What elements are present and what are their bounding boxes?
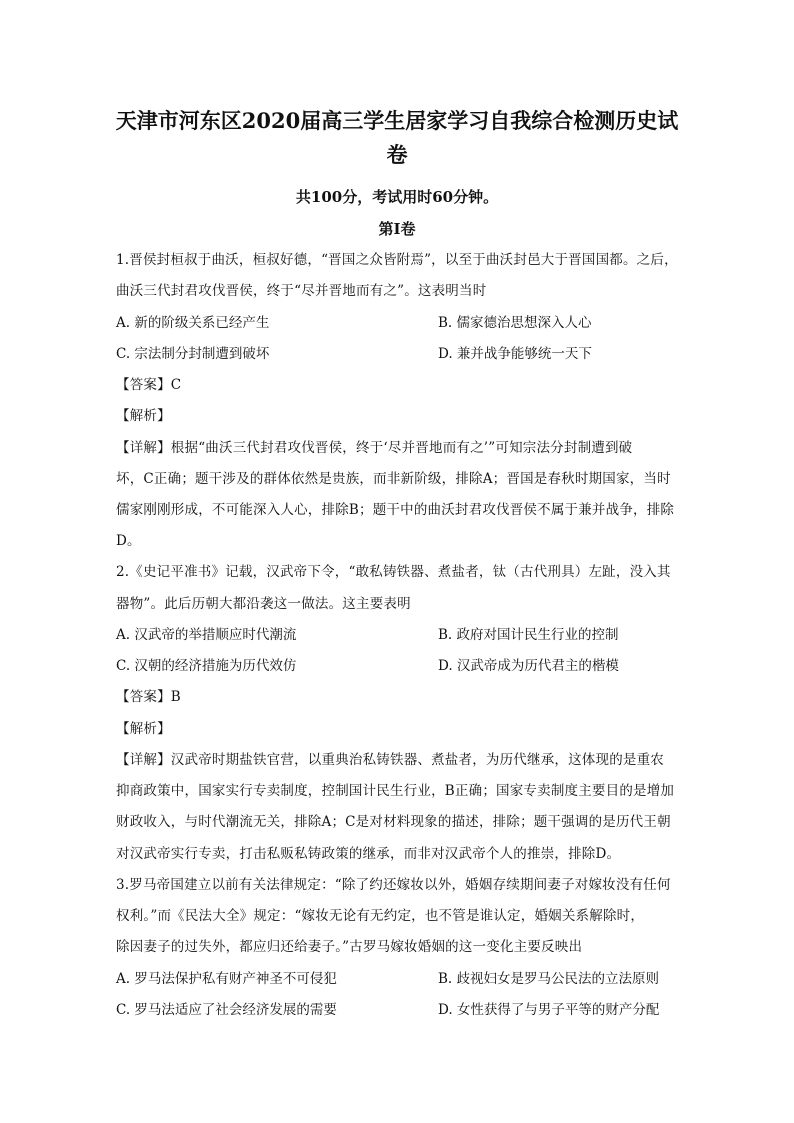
exam-subtitle: 共100分，考试用时60分钟。 <box>295 188 499 206</box>
page-title: 天津市河东区2020届高三学生居家学习自我综合检测历史试卷 <box>115 108 679 167</box>
question-1-option-b: B. 儒家德治思想深入人心 <box>438 315 592 331</box>
question-1-option-c: C. 宗法制分封制遭到破坏 <box>116 346 270 362</box>
question-3-stem-line-2: 权利。”而《民法大全》规定：“嫁妆无论有无约定，也不管是谁认定，婚姻关系解除时， <box>116 908 645 924</box>
question-1-detail-line-4: D。 <box>116 533 141 549</box>
question-2-option-c: C. 汉朝的经济措施为历代效仿 <box>116 658 297 674</box>
question-1-detail-line-3: 儒家刚刚形成，不可能深入人心，排除B；题干中的曲沃封君攻伐晋侯不属于兼并战争，排除 <box>116 502 675 518</box>
question-2-option-b: B. 政府对国计民生行业的控制 <box>438 627 619 643</box>
question-2-analysis-label: 【解析】 <box>116 721 171 737</box>
question-2-option-d: D. 汉武帝成为历代君主的楷模 <box>438 658 619 674</box>
question-2-detail-line-2: 抑商政策中，国家实行专卖制度，控制国计民生行业，B正确；国家专卖制度主要目的是增加 <box>116 783 675 799</box>
question-2-detail-line-3: 财政收入，与时代潮流无关，排除A；C是对材料现象的描述，排除；题干强调的是历代王朝 <box>116 814 671 830</box>
question-2-stem-line-1: 2.《史记平准书》记载，汉武帝下令，“敢私铸铁器、煮盐者，钛（古代刑具）左趾，没入其 <box>116 564 671 580</box>
question-1-analysis-label: 【解析】 <box>116 408 171 424</box>
question-2-detail-line-4: 对汉武帝实行专卖，打击私贩私铸政策的继承，而非对汉武帝个人的推崇，排除D。 <box>116 846 621 862</box>
question-2-answer: 【答案】B <box>116 689 181 705</box>
question-3-option-d: D. 女性获得了与男子平等的财产分配 <box>438 1002 660 1018</box>
question-2-option-a: A. 汉武帝的举措顺应时代潮流 <box>116 627 297 643</box>
question-1-answer: 【答案】C <box>116 377 182 393</box>
question-3-option-b: B. 歧视妇女是罗马公民法的立法原则 <box>438 971 660 987</box>
question-2-stem-line-2: 器物”。此后历朝大都沿袭这一做法。这主要表明 <box>116 596 411 612</box>
question-3-stem-line-3: 除因妻子的过失外，都应归还给妻子。”古罗马嫁妆婚姻的这一变化主要反映出 <box>116 939 583 955</box>
question-1-option-a: A. 新的阶级关系已经产生 <box>116 315 270 331</box>
question-1-detail-line-1: 【详解】根据“曲沃三代封君攻伐晋侯，终于‘尽并晋地而有之’”可知宗法分封制遭到破 <box>116 440 633 456</box>
question-3-option-c: C. 罗马法适应了社会经济发展的需要 <box>116 1002 337 1018</box>
question-1-detail-line-2: 坏，C正确；题干涉及的群体依然是贵族，而非新阶级，排除A；晋国是春秋时期国家，当时 <box>116 471 671 487</box>
question-1-stem-line-1: 1.晋侯封桓叔于曲沃，桓叔好德，“晋国之众皆附焉”，以至于曲沃封邑大于晋国国都。之后， <box>116 252 678 268</box>
question-2-detail-line-1: 【详解】汉武帝时期盐铁官营，以重典治私铸铁器、煮盐者，为历代继承，这体现的是重农 <box>116 752 664 768</box>
question-3-stem-line-1: 3.罗马帝国建立以前有关法律规定：“除了约还嫁妆以外，婚姻存续期间妻子对嫁妆没有任何 <box>116 877 671 893</box>
section-heading: 第Ⅰ卷 <box>378 220 416 238</box>
question-1-stem-line-2: 曲沃三代封君攻伐晋侯，终于“尽并晋地而有之”。这表明当时 <box>116 283 487 299</box>
question-1-option-d: D. 兼并战争能够统一天下 <box>438 346 592 362</box>
question-3-option-a: A. 罗马法保护私有财产神圣不可侵犯 <box>116 971 337 987</box>
